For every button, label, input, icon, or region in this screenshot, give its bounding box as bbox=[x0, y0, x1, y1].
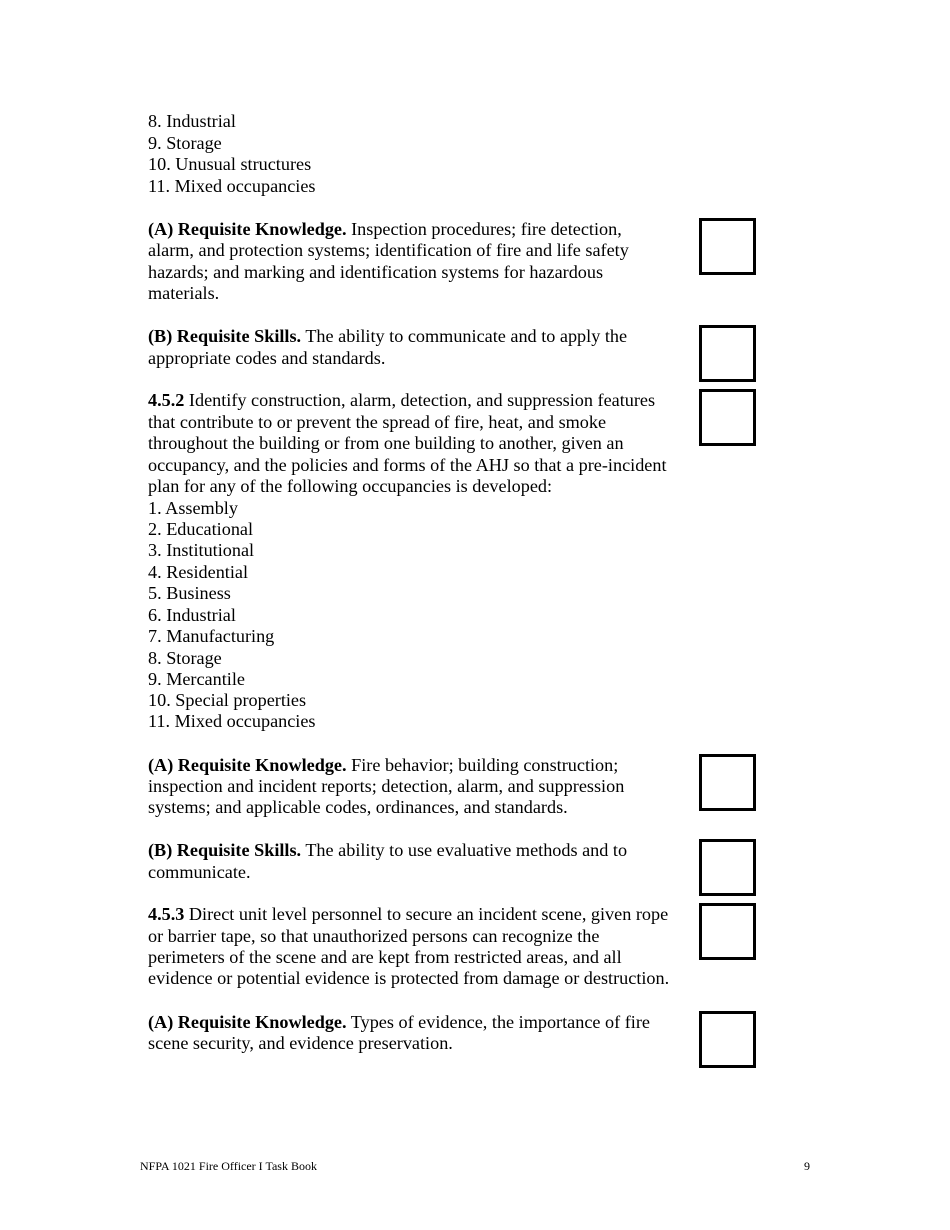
paragraph-line: scene security, and evidence preservation. bbox=[148, 1033, 453, 1053]
requisite-knowledge-label: (A) Requisite Knowledge. bbox=[148, 755, 347, 775]
standard-line: plan for any of the following occupancies is developed: bbox=[148, 476, 553, 496]
list-item: 6. Industrial bbox=[148, 605, 236, 625]
paragraph-text: The ability to communicate and to apply the bbox=[301, 326, 628, 346]
list-item: 10. Unusual structures bbox=[148, 154, 312, 174]
requisite-knowledge-paragraph bbox=[148, 755, 618, 777]
footer-title: NFPA 1021 Fire Officer I Task Book bbox=[140, 1159, 317, 1173]
standard-line: throughout the building or from one building to another, given an bbox=[148, 433, 624, 453]
list-item: 11. Mixed occupancies bbox=[148, 176, 316, 196]
list-item: 4. Residential bbox=[148, 562, 249, 582]
standard-line: or barrier tape, so that unauthorized persons can recognize the bbox=[148, 926, 600, 946]
paragraph-line: alarm, and protection systems; identification of fire and life safety bbox=[148, 240, 629, 260]
requisite-knowledge-checkbox[interactable] bbox=[699, 1011, 756, 1068]
standard-text: Identify construction, alarm, detection, and suppression features bbox=[184, 390, 656, 410]
standard-line: occupancy, and the policies and forms of the AHJ so that a pre-incident bbox=[148, 455, 667, 475]
standard-4-5-2 bbox=[148, 390, 655, 412]
paragraph-line: inspection and incident reports; detection, alarm, and suppression bbox=[148, 776, 625, 796]
standard-line: perimeters of the scene and are kept from restricted areas, and all bbox=[148, 947, 622, 967]
standard-4-5-2-checkbox[interactable] bbox=[699, 389, 756, 446]
list-item: 8. Storage bbox=[148, 648, 222, 668]
requisite-knowledge-checkbox[interactable] bbox=[699, 218, 756, 275]
requisite-skills-label: (B) Requisite Skills. bbox=[148, 326, 302, 346]
paragraph-line: appropriate codes and standards. bbox=[148, 348, 386, 368]
paragraph-line: hazards; and marking and identification systems for hazardous bbox=[148, 262, 604, 282]
paragraph-text: Types of evidence, the importance of fire bbox=[346, 1012, 650, 1032]
list-item: 11. Mixed occupancies bbox=[148, 711, 316, 731]
list-item: 8. Industrial bbox=[148, 111, 236, 131]
requisite-knowledge-checkbox[interactable] bbox=[699, 754, 756, 811]
list-item: 7. Manufacturing bbox=[148, 626, 275, 646]
requisite-knowledge-paragraph bbox=[148, 1012, 650, 1034]
standard-line: evidence or potential evidence is protected from damage or destruction. bbox=[148, 968, 670, 988]
page-number: 9 bbox=[804, 1159, 810, 1173]
standard-number: 4.5.2 bbox=[148, 390, 185, 410]
list-item: 5. Business bbox=[148, 583, 231, 603]
requisite-skills-checkbox[interactable] bbox=[699, 839, 756, 896]
paragraph-line: systems; and applicable codes, ordinances, and standards. bbox=[148, 797, 568, 817]
paragraph-line: communicate. bbox=[148, 862, 251, 882]
requisite-knowledge-label: (A) Requisite Knowledge. bbox=[148, 1012, 347, 1032]
paragraph-text: Fire behavior; building construction; bbox=[346, 755, 619, 775]
list-item: 2. Educational bbox=[148, 519, 254, 539]
requisite-skills-label: (B) Requisite Skills. bbox=[148, 840, 302, 860]
list-item: 9. Mercantile bbox=[148, 669, 245, 689]
standard-text: Direct unit level personnel to secure an incident scene, given rope bbox=[184, 904, 669, 924]
standard-4-5-3 bbox=[148, 904, 668, 926]
requisite-knowledge-label: (A) Requisite Knowledge. bbox=[148, 219, 347, 239]
list-item: 1. Assembly bbox=[148, 498, 238, 518]
standard-4-5-3-checkbox[interactable] bbox=[699, 903, 756, 960]
paragraph-text: Inspection procedures; fire detection, bbox=[346, 219, 622, 239]
standard-line: that contribute to or prevent the spread of fire, heat, and smoke bbox=[148, 412, 607, 432]
requisite-skills-checkbox[interactable] bbox=[699, 325, 756, 382]
list-item: 10. Special properties bbox=[148, 690, 307, 710]
list-item: 3. Institutional bbox=[148, 540, 255, 560]
requisite-knowledge-paragraph bbox=[148, 219, 622, 241]
paragraph-line: materials. bbox=[148, 283, 220, 303]
list-item: 9. Storage bbox=[148, 133, 222, 153]
requisite-skills-paragraph bbox=[148, 326, 627, 348]
standard-number: 4.5.3 bbox=[148, 904, 185, 924]
paragraph-text: The ability to use evaluative methods and to bbox=[301, 840, 628, 860]
requisite-skills-paragraph bbox=[148, 840, 627, 862]
